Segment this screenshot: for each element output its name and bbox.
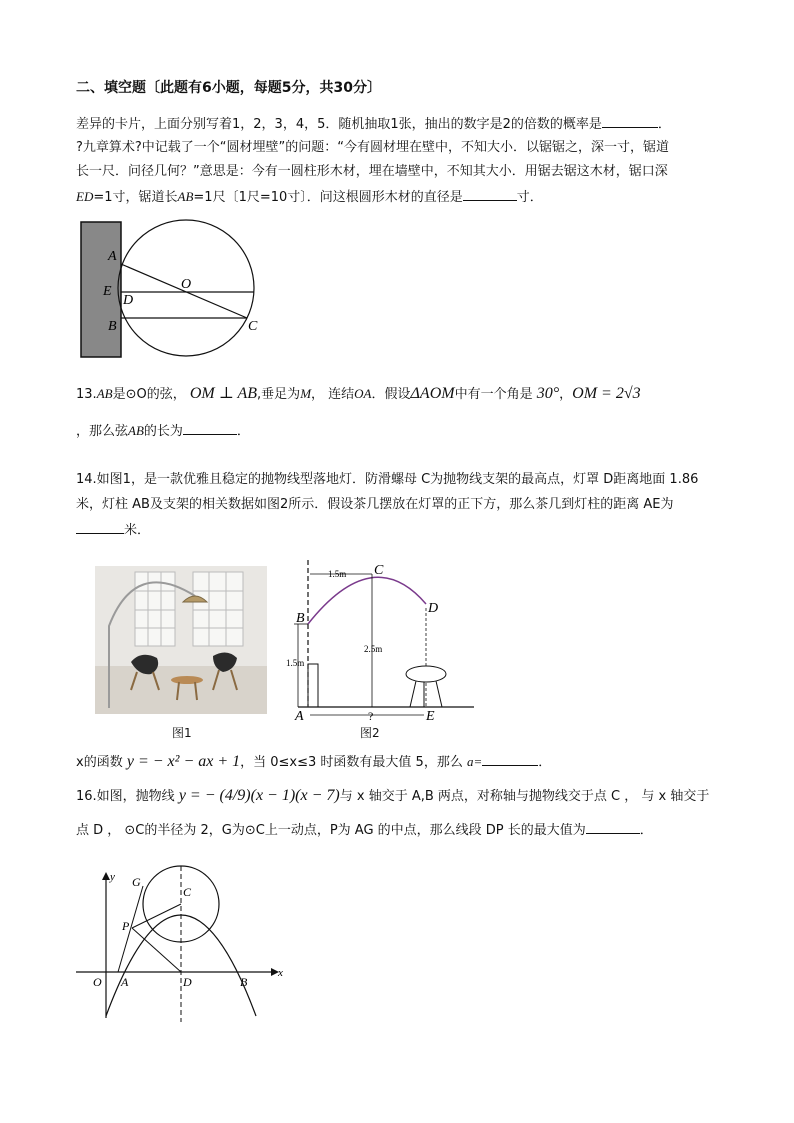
q13-answer-blank[interactable]: [183, 422, 237, 435]
q16-end: ．: [639, 823, 653, 838]
label-o: O: [181, 277, 192, 292]
label-a: A: [108, 249, 117, 264]
q13-number: 13.: [76, 387, 97, 402]
q12-line-2: 长一尺．问径几何？”意思是：今有一圆柱形木材，埋在墙壁中，不知其大小．用锯去锯这木材，锯口深: [76, 164, 668, 179]
q16-line-2: [76, 821, 653, 839]
q11-answer-blank[interactable]: [602, 115, 658, 128]
q13-angle: 30°: [536, 385, 560, 402]
q13-ab: AB: [96, 386, 113, 401]
q13-text-3: ,垂足为: [257, 387, 301, 402]
q11-end: ．: [657, 117, 671, 132]
q13-text-7: ，那么弦: [76, 424, 129, 439]
q13-om-value: OM = 2√3: [572, 385, 641, 402]
label-e: E: [103, 284, 112, 299]
q12-ed: ED: [76, 189, 94, 204]
q15-end: ．: [538, 755, 552, 770]
q14-diagram: [288, 558, 478, 728]
q15-text-2: ，当 0≤x≤3 时函数有最大值 5，那么: [240, 755, 463, 770]
question-15: [76, 753, 551, 771]
q15-answer-blank[interactable]: [482, 753, 538, 766]
q13-text-2: 是⊙O的弦，: [112, 387, 186, 402]
q16-answer-blank[interactable]: [586, 821, 640, 834]
wall-rect: [81, 222, 121, 357]
section-title: 二、填空题〔此题有6小题，每题5分，共30分〕: [76, 80, 381, 96]
q13-text-8: 的长为: [143, 424, 183, 439]
coffee-table-top: [406, 666, 446, 682]
label-a: A: [295, 709, 304, 724]
label-p: P: [122, 919, 130, 933]
q13-text-9: ．: [236, 424, 250, 439]
label-x: x: [278, 967, 283, 979]
floor-lamp-photo: [95, 566, 267, 714]
q13-text-4: ， 连结: [311, 387, 355, 402]
parabola-support: [308, 577, 426, 624]
q13-line-2: [76, 422, 250, 440]
q16-line-1: [76, 788, 709, 805]
label-d: D: [183, 975, 192, 989]
q16-text-2: 与 x 轴交于 A,B 两点，对称轴与抛物线交于点 C ， 与 x 轴交于: [339, 789, 710, 804]
label-dim-height: 2.5m: [364, 644, 383, 654]
label-b: B: [240, 975, 248, 989]
q13-triangle: ΔAOM: [410, 385, 455, 402]
fig1-caption: 图1: [172, 726, 192, 740]
label-y: y: [110, 871, 115, 883]
q12-ab: AB: [177, 189, 194, 204]
q15-a: a=: [466, 754, 483, 769]
label-dim-top: 1.5m: [328, 569, 347, 579]
question-11: [76, 115, 671, 133]
label-d: D: [123, 293, 134, 308]
label-unknown: ?: [368, 709, 374, 723]
q12-figure: [78, 218, 278, 363]
q13-ab-2: AB: [128, 423, 144, 438]
q13-text-6: 中有一个角是: [454, 387, 533, 402]
label-c: C: [183, 885, 192, 899]
q16-text-1: 16.如图，抛物线: [76, 789, 175, 804]
label-d: D: [428, 601, 439, 616]
label-b: B: [296, 611, 305, 626]
q15-function: y = − x² − ax + 1: [126, 753, 241, 770]
q16-figure: [76, 866, 296, 1026]
q14-unit: 米．: [124, 523, 151, 538]
q12-answer-blank[interactable]: [463, 188, 517, 201]
q13-text-5: ．假设: [371, 387, 411, 402]
q13-om-perp-ab: OM ⊥ AB: [189, 385, 258, 402]
label-e: E: [426, 709, 435, 724]
q13-oa: OA: [354, 386, 372, 401]
line-dp: [132, 928, 181, 972]
q14-line-1: 14.如图1，是一款优雅且稳定的抛物线型落地灯．防滑螺母 C为抛物线支架的最高点，灯罩 D距离地面 1.86: [76, 472, 699, 487]
q12-text-e: 寸．: [516, 190, 543, 205]
q12-line-3: [76, 188, 543, 206]
q13-line-1: 13.AB是⊙O的弦， OM ⊥ AB,垂足为M， 连结OA．假设ΔAOM中有一个角是 30°，OM = 2√3: [76, 385, 641, 402]
q16-text-3: 点 D ， ⊙C的半径为 2，G为⊙C上一动点，P为 AG 的中点，那么线段 DP 长的最大值为: [76, 823, 586, 838]
floor-lamp-illustration: [95, 566, 267, 714]
q14-line-2: 米，灯柱 AB及支架的相关数据如图2所示．假设茶几摆放在灯罩的正下方，那么茶几到灯柱的距离 AE为: [76, 497, 674, 512]
lamp-base: [308, 664, 318, 707]
label-c: C: [374, 563, 384, 578]
q14-line-3: [76, 521, 150, 539]
q14-answer-blank[interactable]: [76, 521, 124, 534]
q12-line-1: ?九章算术?中记载了一个“圆材埋壁”的问题：“今有圆材埋在壁中，不知大小．以锯锯之，深一寸，锯道: [76, 140, 670, 155]
label-g: G: [132, 875, 141, 889]
label-b: B: [108, 319, 117, 334]
label-c: C: [248, 319, 258, 334]
label-o: O: [93, 975, 102, 989]
label-dim-ab: 1.5m: [286, 658, 305, 668]
q15-text-1: x的函数: [76, 755, 123, 770]
q11-text: 差异的卡片，上面分别写着1，2，3，4，5．随机抽取1张，抽出的数字是2的倍数的概率是: [76, 117, 602, 132]
q12-text-b: =1寸，锯道长: [93, 190, 178, 205]
fig2-caption: 图2: [360, 726, 380, 740]
q12-text-d: =1尺〔1尺=10寸〕．问这根圆形木材的直径是: [193, 190, 463, 205]
q16-function: y = − (4/9)(x − 1)(x − 7): [178, 787, 340, 804]
label-a: A: [121, 975, 129, 989]
q13-m: M: [300, 386, 312, 401]
